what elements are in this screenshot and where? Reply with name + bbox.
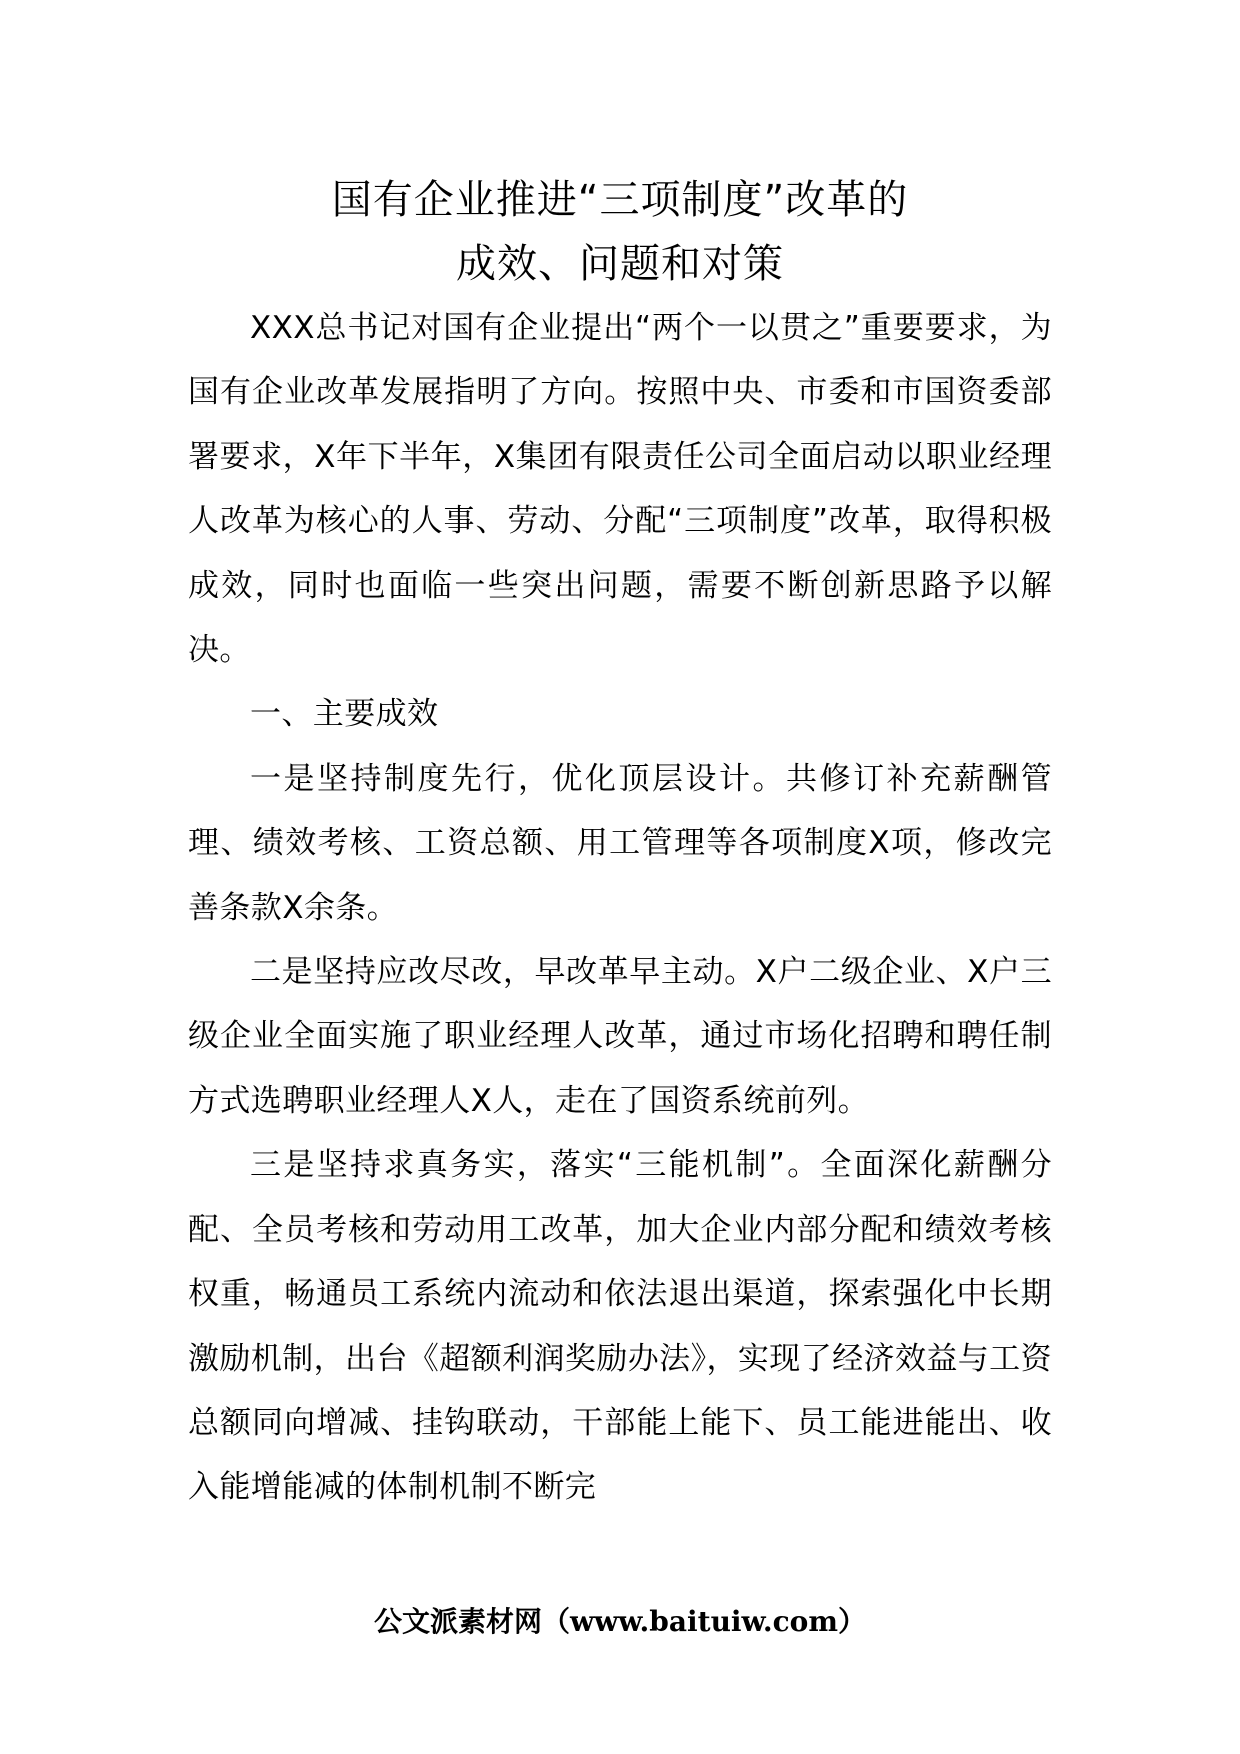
document-body bbox=[188, 296, 1052, 1520]
paragraph-point-2: 二是坚持应改尽改，早改革早主动。X户二级企业、X户三级企业全面实施了职业经理人改革，通过市场化招聘和聘任制方式选聘职业经理人X人，走在了国资系统前列。 bbox=[188, 954, 1052, 1119]
watermark-footer: 公文派素材网（www.baituiw.com） bbox=[374, 1605, 866, 1638]
paragraph-intro: XXX总书记对国有企业提出“两个一以贯之”重要要求，为国有企业改革发展指明了方向。按照中央、市委和市国资委部署要求，X年下半年，X集团有限责任公司全面启动以职业经理人改革为核心的人事、劳动、分配“三项制度”改革，取得积极成效，同时也面临一些突出问题，需要不断创新思路予以解决。 bbox=[188, 310, 1052, 669]
paragraph-point-3: 三是坚持求真务实，落实“三能机制”。全面深化薪酬分配、全员考核和劳动用工改革，加大企业内部分配和绩效考核权重，畅通员工系统内流动和依法退出渠道，探索强化中长期激励机制，出台《超额利润奖励办法》，实现了经济效益与工资总额同向增减、挂钩联动，干部能上能下、员工能进能出、收入能增能减的体制机制不断完 bbox=[188, 1147, 1052, 1506]
document-title-line-1: 国有企业推进“三项制度”改革的 bbox=[331, 177, 909, 223]
paragraph-point-1: 一是坚持制度先行，优化顶层设计。共修订补充薪酬管理、绩效考核、工资总额、用工管理等各项制度X项，修改完善条款X余条。 bbox=[188, 760, 1052, 926]
document-title-line-2: 成效、问题和对策 bbox=[456, 241, 784, 287]
section-heading-main-results: 一、主要成效 bbox=[250, 696, 439, 733]
